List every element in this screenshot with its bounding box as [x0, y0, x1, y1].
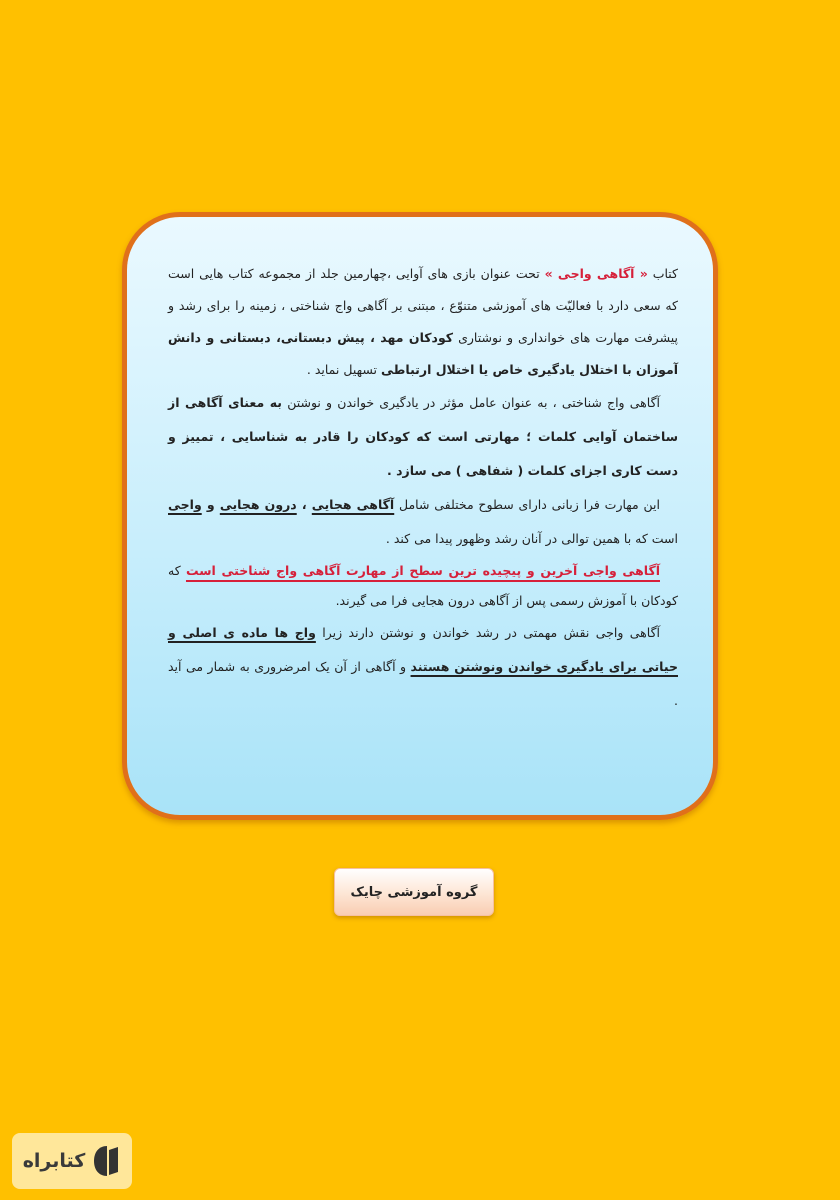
phonemic-text: که کودکان با آموزش رسمی پس از آگاهی درون هجایی فرا می گیرند.	[168, 563, 678, 608]
paragraph-importance	[168, 616, 678, 718]
paragraph-phonemic	[168, 556, 678, 616]
levels-and: و	[201, 497, 220, 512]
importance-highlight: واج ها ماده ی اصلی و حیاتی برای یادگیری خواندن ونوشتن هستند	[168, 625, 678, 674]
level-phoneme: واجی	[168, 497, 202, 512]
intro-text-body: تحت عنوان بازی های آوایی ،چهارمین جلد از مجموعه کتاب هایی است که سعی دارد با فعالیّت های آموزشی متنوّع ، مبتنی بر آگاهی واج شناختی ، زمینه را برای رشد و پیشرفت مهارت های خوانداری و نوشتاری	[168, 266, 678, 345]
intro-text-start: کتاب	[652, 266, 678, 281]
importance-text-end: و آگاهی از آن یک امرضروری به شمار می آید .	[168, 659, 678, 708]
paragraph-definition	[168, 386, 678, 488]
definition-text: آگاهی واج شناختی ، به عنوان عامل مؤثر در یادگیری خواندن و نوشتن	[287, 395, 660, 410]
ketabrah-logo[interactable]	[12, 1133, 132, 1189]
levels-separator: ،	[296, 497, 312, 512]
group-label-text: گروه آموزشی چایک	[350, 884, 478, 900]
paragraph-intro	[168, 258, 678, 386]
intro-text-audience: کودکان مهد ، پیش دبستانی، دبستانی و دانش آموزان با اختلال یادگیری خاص یا اختلال ارتباطی	[168, 330, 678, 377]
group-label-button	[334, 868, 494, 916]
paragraph-levels	[168, 488, 678, 556]
book-title: « آگاهی واجی »	[544, 266, 648, 281]
definition-bold: به معنای آگاهی از ساختمان آوایی کلمات ؛ مهارتی است که کودکان را قادر به شناسایی ، تمییز و دست کاری اجزای کلمات ( شفاهی ) می سازد .	[168, 395, 678, 478]
phonemic-highlight: آگاهی واجی آخرین و پیچیده ترین سطح از مهارت آگاهی واج شناختی است	[185, 563, 660, 578]
description-text	[168, 258, 678, 718]
level-intrasyllable: درون هجایی	[219, 497, 297, 512]
level-syllable: آگاهی هجایی	[311, 497, 395, 512]
logo-text: کتابراه	[22, 1150, 86, 1172]
book-icon	[91, 1144, 121, 1178]
importance-text: آگاهی واجی نقش مهمتی در رشد خواندن و نوشتن دارند زیرا	[315, 625, 660, 640]
levels-text-end: است که با همین توالی در آنان رشد وظهور پیدا می کند .	[385, 531, 678, 546]
levels-text: این مهارت فرا زبانی دارای سطوح مختلفی شامل	[399, 497, 660, 512]
intro-text-end: تسهیل نماید .	[306, 362, 377, 377]
